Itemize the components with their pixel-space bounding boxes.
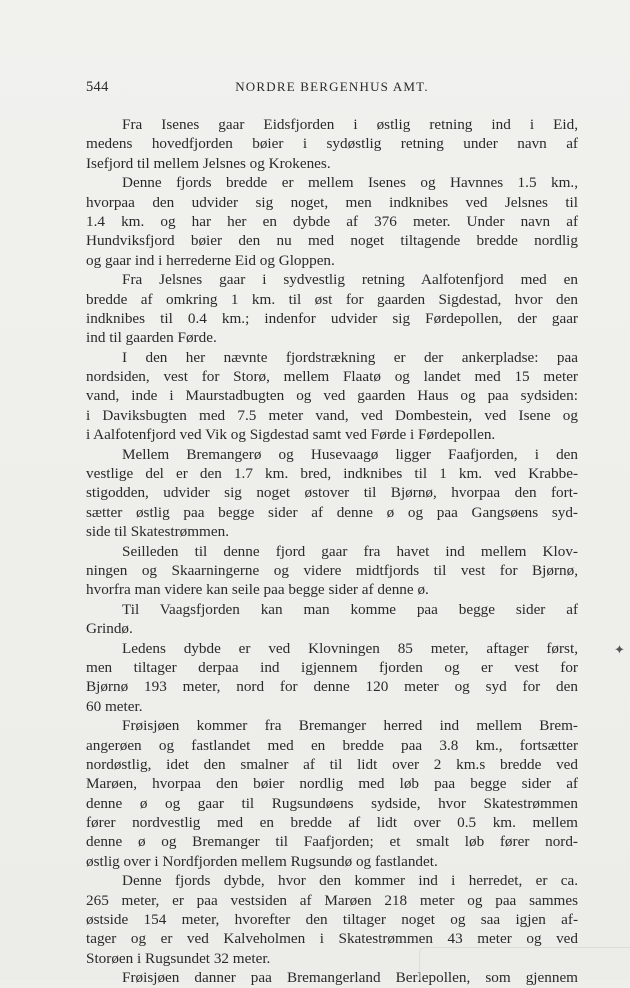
text-line: Frøisjøen danner paa Bremangerland Berlepollen, som gjennem (122, 969, 578, 987)
text-line: I den her nævnte fjordstrækning er der ankerpladse: paa (122, 348, 578, 366)
text-line: i Daviksbugten med 7.5 meter vand, ved Dombestein, ved Isene og (86, 406, 578, 424)
text-line: sætter østlig paa begge sider af denne ø og paa Gangsøens syd- (86, 503, 578, 521)
text-line: 60 meter. (86, 697, 143, 715)
text-line: ind til gaarden Førde. (86, 329, 217, 347)
text-line: medens hovedfjorden bøier i sydøstlig retning under navn af (86, 135, 578, 153)
text-line: Storøen i Rugsundet 32 meter. (86, 949, 271, 967)
text-line: vestlige del er den 1.7 km. bred, indknibes til 1 km. ved Krabbe- (86, 465, 578, 483)
text-line: Til Vaagsfjorden kan man komme paa begge sider af (122, 600, 578, 618)
page-corner-fold (419, 947, 630, 980)
margin-mark: ✦ (614, 642, 625, 657)
text-line: Denne fjords dybde, hvor den kommer ind i herredet, er ca. (122, 872, 578, 890)
text-line: denne ø og gaar til Rugsundøens sydside, hvor Skatestrømmen (86, 794, 578, 812)
text-line: østside 154 meter, hvorefter den tiltager noget og saa igjen af- (86, 911, 578, 929)
text-line: nordsiden, vest for Storø, mellem Flaatø og landet med 15 meter (86, 368, 578, 386)
text-line: bredde af omkring 1 km. til øst for gaarden Sigdestad, hvor den (86, 290, 578, 308)
text-line: Bjørnø 193 meter, nord for denne 120 meter og syd for den (86, 678, 578, 696)
text-line: Marøen, hvorpaa den bøier nordlig med løb paa begge sider af (86, 775, 578, 793)
text-line: Denne fjords bredde er mellem Isenes og Havnnes 1.5 km., (122, 174, 578, 192)
text-line: og gaar ind i herrederne Eid og Gloppen. (86, 251, 335, 269)
text-line: nordøstlig, idet den smalner af til lidt over 2 km.s bredde ved (86, 755, 578, 773)
text-line: Isefjord til mellem Jelsnes og Krokenes. (86, 154, 331, 172)
text-line: Frøisjøen kommer fra Bremanger herred ind mellem Brem- (122, 717, 578, 735)
text-line: østlig over i Nordfjorden mellem Rugsundø og fastlandet. (86, 852, 438, 870)
text-line: Fra Isenes gaar Eidsfjorden i østlig retning ind i Eid, (122, 116, 578, 133)
text-line: Mellem Bremangerø og Husevaagø ligger Faafjorden, i den (122, 445, 578, 463)
text-line: i Aalfotenfjord ved Vik og Sigdestad samt ved Førde i Førdepollen. (86, 426, 496, 444)
text-line: 1.4 km. og har her en dybde af 376 meter. Under navn af (86, 212, 578, 230)
text-line: tager og er ved Kalveholmen i Skatestrømmen 43 meter og ved (86, 930, 578, 948)
running-title: NORDRE BERGENHUS AMT. (235, 79, 429, 94)
text-line: men tiltager derpaa ind igjennem fjorden og er vest for (86, 658, 578, 676)
text-line: 265 meter, er paa vestsiden af Marøen 218 meter og paa sammes (86, 891, 578, 909)
text-line: Ledens dybde er ved Klovningen 85 meter, aftager først, (122, 639, 578, 657)
text-line: denne ø og Bremanger til Faafjorden; et smalt løb fører nord- (86, 833, 578, 851)
text-line: Hundviksfjord bøier den nu med noget tiltagende bredde nordlig (86, 232, 578, 250)
text-line: side til Skatestrømmen. (86, 523, 229, 541)
body-text (86, 115, 578, 988)
text-line: Grindø. (86, 620, 133, 638)
text-line: angerøen og fastlandet med en bredde paa 3.8 km., fortsætter (86, 736, 578, 754)
text-line: vand, inde i Maurstadbugten og ved gaarden Haus og paa sydsiden: (86, 387, 578, 405)
text-line: ningen og Skaarningerne og videre midtfjords til vest for Bjørnø, (86, 561, 578, 579)
text-line: stigodden, udvider sig noget østover til Bjørnø, hvorpaa den fort- (86, 484, 578, 502)
text-line: indknibes til 0.4 km.; indenfor udvider sig Førdepollen, der gaar (86, 309, 578, 327)
text-line: hvorfra man videre kan seile paa begge sider af denne ø. (86, 581, 429, 599)
page-header (86, 79, 578, 99)
text-line: hvorpaa den udvider sig noget, men indknibes ved Jelsnes til (86, 193, 578, 211)
text-line: fører nordvestlig med en bredde af lidt over 0.5 km. mellem (86, 814, 578, 832)
text-line: Seilleden til denne fjord gaar fra havet ind mellem Klov- (122, 542, 578, 560)
page-number: 544 (86, 79, 109, 95)
text-line: Fra Jelsnes gaar i sydvestlig retning Aalfotenfjord med en (122, 271, 578, 289)
